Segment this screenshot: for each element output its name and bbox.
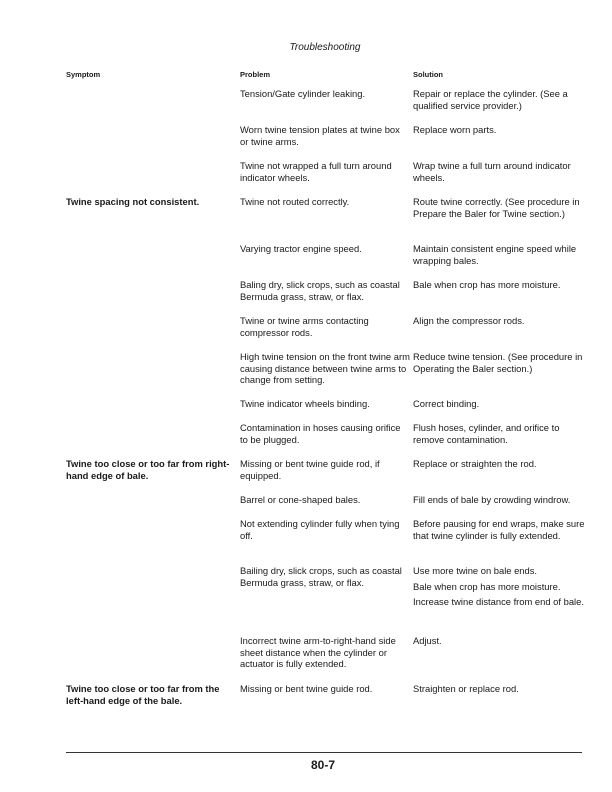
symptom-column-header: Symptom (66, 70, 101, 79)
symptom-cell: Twine too close or too far from right-hand edge of bale. (66, 458, 230, 481)
solution-text: Before pausing for end wraps, make sure that twine cylinder is fully extended. (413, 518, 585, 541)
solution-cell (413, 458, 585, 470)
problem-cell: Incorrect twine arm-to-right-hand side sheet distance when the cylinder or actuator is fully extended. (240, 635, 396, 670)
problem-cell: Barrel or cone-shaped bales. (240, 494, 361, 505)
symptom-cell: Twine too close or too far from the left-hand edge of the bale. (66, 683, 220, 706)
problem-cell: Contamination in hoses causing orifice to be plugged. (240, 422, 401, 445)
solution-cell (413, 518, 585, 541)
solution-cell (413, 683, 585, 695)
solution-cell (413, 315, 585, 327)
solution-text: Straighten or replace rod. (413, 683, 519, 694)
problem-cell: Twine indicator wheels binding. (240, 398, 370, 409)
solution-cell (413, 565, 585, 608)
solution-cell (413, 279, 585, 291)
solution-column-header: Solution (413, 70, 443, 79)
symptom-cell: Twine spacing not consistent. (66, 196, 200, 207)
problem-cell: High twine tension on the front twine arm causing distance between twine arms to change from setting. (240, 351, 410, 386)
solution-text: Bale when crop has more moisture. (413, 279, 561, 290)
solution-cell (413, 124, 585, 136)
problem-cell: Tension/Gate cylinder leaking. (240, 88, 366, 99)
problem-cell: Missing or bent twine guide rod. (240, 683, 373, 694)
solution-text: Use more twine on bale ends. (413, 565, 538, 576)
solution-text: Maintain consistent engine speed while wrapping bales. (413, 243, 577, 266)
problem-cell: Bailing dry, slick crops, such as coastal Bermuda grass, straw, or flax. (240, 565, 402, 588)
problem-cell: Twine not routed correctly. (240, 196, 350, 207)
solution-text: Align the compressor rods. (413, 315, 525, 326)
problem-cell: Twine or twine arms contacting compressor rods. (240, 315, 369, 338)
solution-text: Fill ends of bale by crowding windrow. (413, 494, 571, 505)
problem-cell: Varying tractor engine speed. (240, 243, 362, 254)
problem-cell: Baling dry, slick crops, such as coastal Bermuda grass, straw, or flax. (240, 279, 400, 302)
solution-cell (413, 160, 585, 183)
solution-text: Adjust. (413, 635, 442, 646)
solution-cell (413, 494, 585, 506)
solution-text: Flush hoses, cylinder, and orifice to remove contamination. (413, 422, 560, 445)
page-header-title: Troubleshooting (289, 42, 361, 53)
solution-cell (413, 398, 585, 410)
problem-cell: Missing or bent twine guide rod, if equipped. (240, 458, 380, 481)
page-number: 80-7 (310, 758, 336, 772)
solution-text: Replace worn parts. (413, 124, 497, 135)
solution-text: Replace or straighten the rod. (413, 458, 537, 469)
solution-text: Route twine correctly. (See procedure in Prepare the Baler for Twine section.) (413, 196, 580, 219)
problem-column-header: Problem (240, 70, 271, 79)
problem-cell: Not extending cylinder fully when tying off. (240, 518, 400, 541)
solution-cell (413, 422, 585, 445)
solution-cell (413, 351, 585, 374)
solution-text: Bale when crop has more moisture. (413, 580, 561, 592)
solution-text: Repair or replace the cylinder. (See a qualified service provider.) (413, 88, 568, 111)
solution-text: Correct binding. (413, 398, 480, 409)
solution-cell (413, 243, 585, 266)
solution-text: Reduce twine tension. (See procedure in Operating the Baler section.) (413, 351, 583, 374)
problem-cell: Twine not wrapped a full turn around indicator wheels. (240, 160, 392, 183)
solution-cell (413, 196, 585, 219)
solution-cell (413, 635, 585, 647)
solution-text: Wrap twine a full turn around indicator wheels. (413, 160, 571, 183)
solution-cell (413, 88, 585, 111)
problem-cell: Worn twine tension plates at twine box or twine arms. (240, 124, 400, 147)
footer-divider (66, 752, 582, 753)
solution-text: Increase twine distance from end of bale. (413, 596, 584, 608)
